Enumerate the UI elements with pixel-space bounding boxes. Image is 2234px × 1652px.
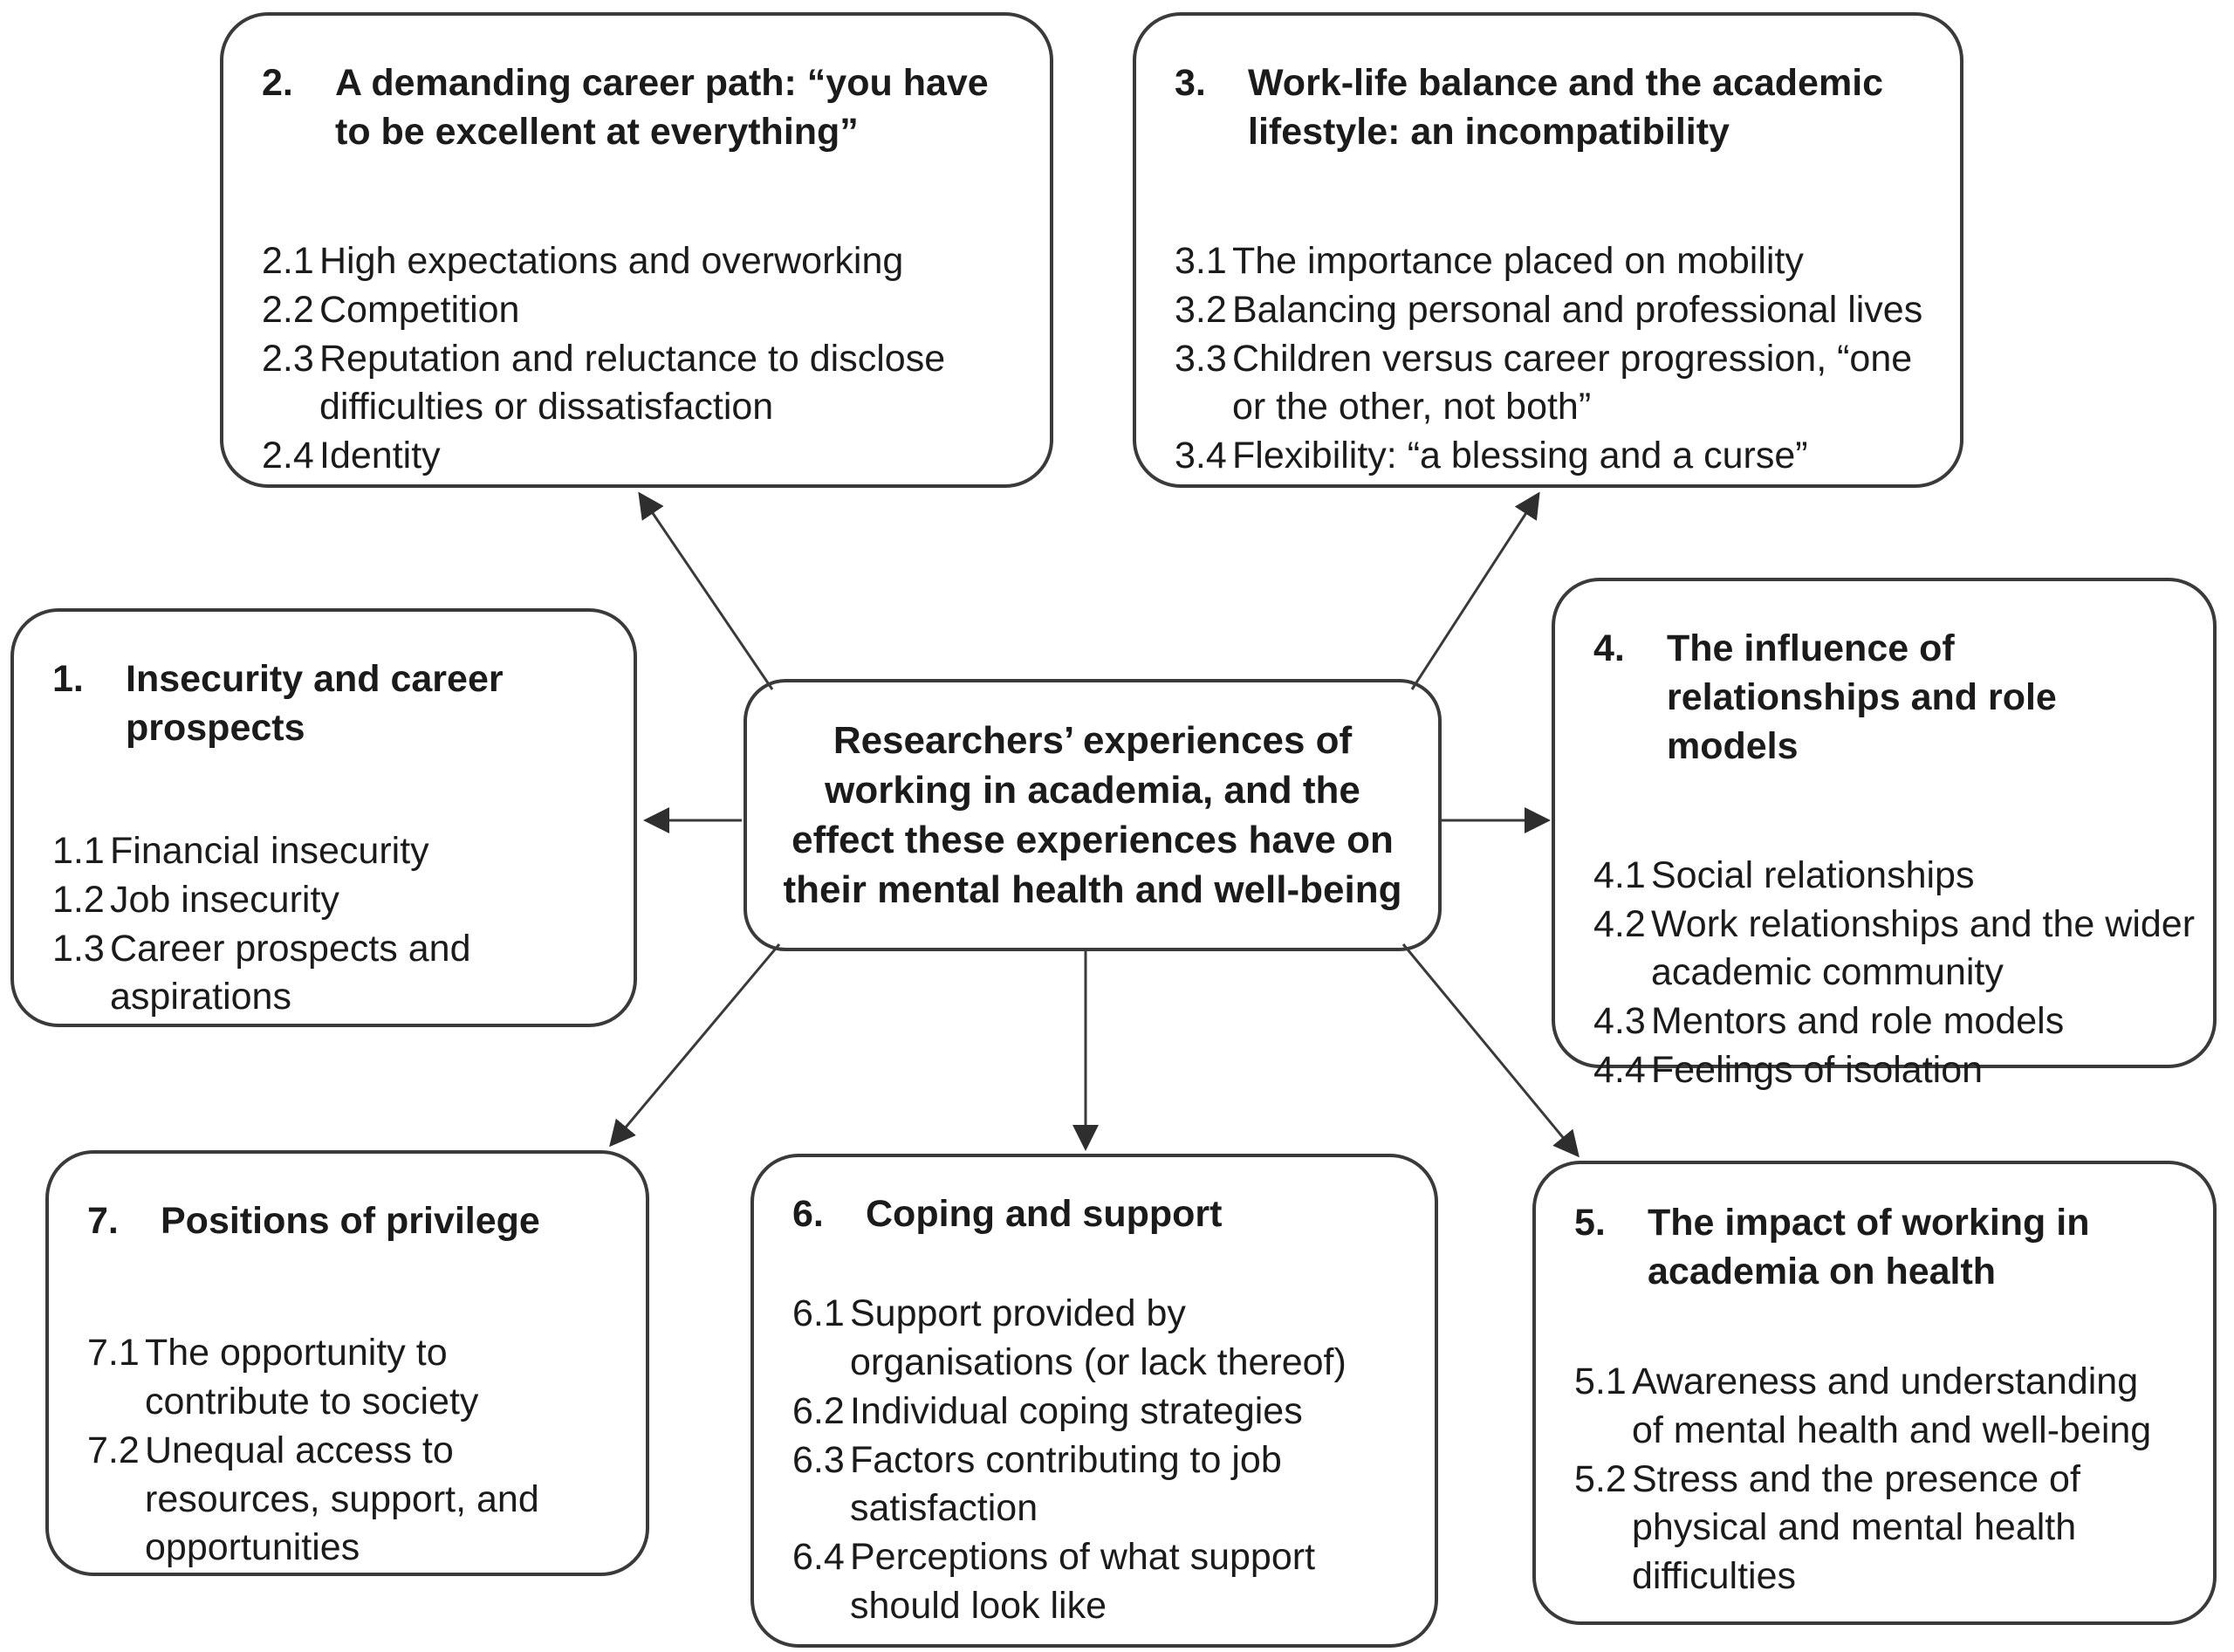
list-item	[1175, 335, 1943, 433]
item-number: 7.2	[87, 1429, 140, 1471]
box-5-impact-on-health	[1532, 1161, 2217, 1625]
item-text: High expectations and overworking	[319, 239, 904, 282]
item-number: 6.2	[792, 1389, 845, 1432]
item-number: 4.3	[1593, 1000, 1646, 1043]
item-number: 6.3	[792, 1438, 845, 1481]
list-item	[262, 286, 1032, 335]
box-4-title: The influence of relationships and role models	[1667, 627, 2057, 767]
box-3-work-life-balance	[1133, 12, 1963, 488]
item-text: Career prospects and aspirations	[110, 927, 471, 1018]
item-number: 6.4	[792, 1536, 845, 1579]
list-item	[1574, 1358, 2161, 1456]
item-text: Competition	[319, 288, 520, 331]
list-item	[262, 237, 1032, 286]
item-text: Flexibility: “a blessing and a curse”	[1232, 435, 1808, 477]
box-3-items	[1175, 237, 1943, 481]
box-6-number: 6.	[792, 1193, 824, 1235]
item-number: 5.1	[1574, 1360, 1627, 1402]
box-3-number: 3.	[1175, 62, 1206, 104]
box-7-title: Positions of privilege	[161, 1200, 540, 1242]
item-text: Awareness and understanding of mental health and well-being	[1632, 1360, 2152, 1451]
item-number: 2.2	[262, 288, 314, 331]
item-text: Perceptions of what support should look like	[850, 1536, 1316, 1628]
box-7-items	[87, 1329, 611, 1573]
item-text: Identity	[319, 435, 441, 477]
box-1-number: 1.	[52, 658, 84, 700]
box-2-number: 2.	[262, 62, 293, 104]
item-text: Mentors and role models	[1651, 1000, 2065, 1043]
central-node	[744, 679, 1442, 951]
item-text: The opportunity to contribute to society	[145, 1331, 479, 1422]
item-text: Social relationships	[1651, 853, 1975, 896]
box-4-heading	[1593, 625, 2196, 771]
list-item	[1593, 997, 2196, 1046]
box-1-title: Insecurity and career prospects	[126, 658, 504, 749]
item-number: 1.2	[52, 878, 105, 921]
item-number: 7.1	[87, 1331, 140, 1374]
item-text: Work relationships and the wider academic community	[1651, 902, 2196, 994]
item-number: 5.2	[1574, 1457, 1627, 1500]
arrow-center-to-box-2	[640, 494, 772, 689]
list-item	[1175, 237, 1943, 286]
box-5-heading	[1574, 1199, 2161, 1297]
list-item	[792, 1388, 1414, 1436]
item-number: 2.4	[262, 435, 314, 477]
list-item	[87, 1427, 611, 1573]
box-7-positions-of-privilege	[45, 1150, 649, 1576]
list-item	[262, 335, 1032, 433]
item-number: 1.3	[52, 927, 105, 970]
item-text: Feelings of isolation	[1651, 1049, 1984, 1092]
list-item	[1574, 1456, 2161, 1602]
box-6-items	[792, 1290, 1414, 1631]
box-1-heading	[52, 655, 613, 753]
box-2-heading	[262, 59, 1032, 157]
item-number: 2.3	[262, 337, 314, 380]
box-1-items	[52, 827, 613, 1023]
box-6-title: Coping and support	[866, 1193, 1223, 1235]
item-number: 3.1	[1175, 239, 1227, 282]
list-item	[1593, 901, 2196, 998]
list-item	[792, 1290, 1414, 1388]
box-7-number: 7.	[87, 1200, 119, 1242]
item-number: 6.1	[792, 1292, 845, 1334]
list-item	[1175, 286, 1943, 335]
list-item	[52, 925, 613, 1023]
box-6-coping-and-support	[750, 1154, 1438, 1648]
list-item	[1175, 432, 1943, 481]
box-2-items	[262, 237, 1032, 481]
item-text: Individual coping strategies	[850, 1389, 1303, 1432]
box-5-title: The impact of working in academia on health	[1648, 1202, 2090, 1292]
list-item	[87, 1329, 611, 1427]
item-text: Financial insecurity	[110, 829, 429, 872]
item-text: Balancing personal and professional lives	[1232, 288, 1923, 331]
list-item	[262, 432, 1032, 481]
item-text: Stress and the presence of physical and mental health difficulties	[1632, 1457, 2080, 1598]
box-4-influence-of-relationships	[1552, 578, 2217, 1092]
box-4-number: 4.	[1593, 627, 1625, 669]
item-text: Factors contributing to job satisfaction	[850, 1438, 1282, 1530]
item-text: Children versus career progression, “one or the other, not both”	[1232, 337, 1913, 428]
item-number: 4.2	[1593, 902, 1646, 945]
list-item	[52, 827, 613, 876]
box-6-heading	[792, 1190, 1414, 1239]
box-3-heading	[1175, 59, 1943, 157]
item-text: Unequal access to resources, support, and opportunities	[145, 1429, 539, 1569]
item-text: Reputation and reluctance to disclose difficulties or dissatisfaction	[319, 337, 946, 428]
item-text: Job insecurity	[110, 878, 339, 921]
item-text: The importance placed on mobility	[1232, 239, 1804, 282]
list-item	[1593, 1046, 2196, 1095]
box-7-heading	[87, 1197, 611, 1246]
item-number: 3.4	[1175, 435, 1227, 477]
box-2-title: A demanding career path: “you have to be excellent at everything”	[335, 62, 989, 153]
item-text: Support provided by organisations (or lack thereof)	[850, 1292, 1347, 1383]
item-number: 4.4	[1593, 1049, 1646, 1092]
list-item	[792, 1533, 1414, 1631]
list-item	[1593, 852, 2196, 901]
item-number: 3.2	[1175, 288, 1227, 331]
list-item	[52, 876, 613, 925]
box-5-items	[1574, 1358, 2161, 1601]
item-number: 4.1	[1593, 853, 1646, 896]
box-3-title: Work-life balance and the academic lifestyle: an incompatibility	[1248, 62, 1884, 153]
item-number: 1.1	[52, 829, 105, 872]
item-number: 2.1	[262, 239, 314, 282]
box-2-demanding-career-path	[220, 12, 1053, 488]
central-node-text: Researchers’ experiences of working in academia, and the effect these experiences have on their mental health and well-being	[783, 718, 1402, 912]
arrow-center-to-box-3	[1412, 494, 1538, 689]
box-5-number: 5.	[1574, 1202, 1606, 1244]
list-item	[792, 1436, 1414, 1534]
box-4-items	[1593, 852, 2196, 1095]
item-number: 3.3	[1175, 337, 1227, 380]
box-1-insecurity-and-career-prospects	[10, 608, 637, 1027]
